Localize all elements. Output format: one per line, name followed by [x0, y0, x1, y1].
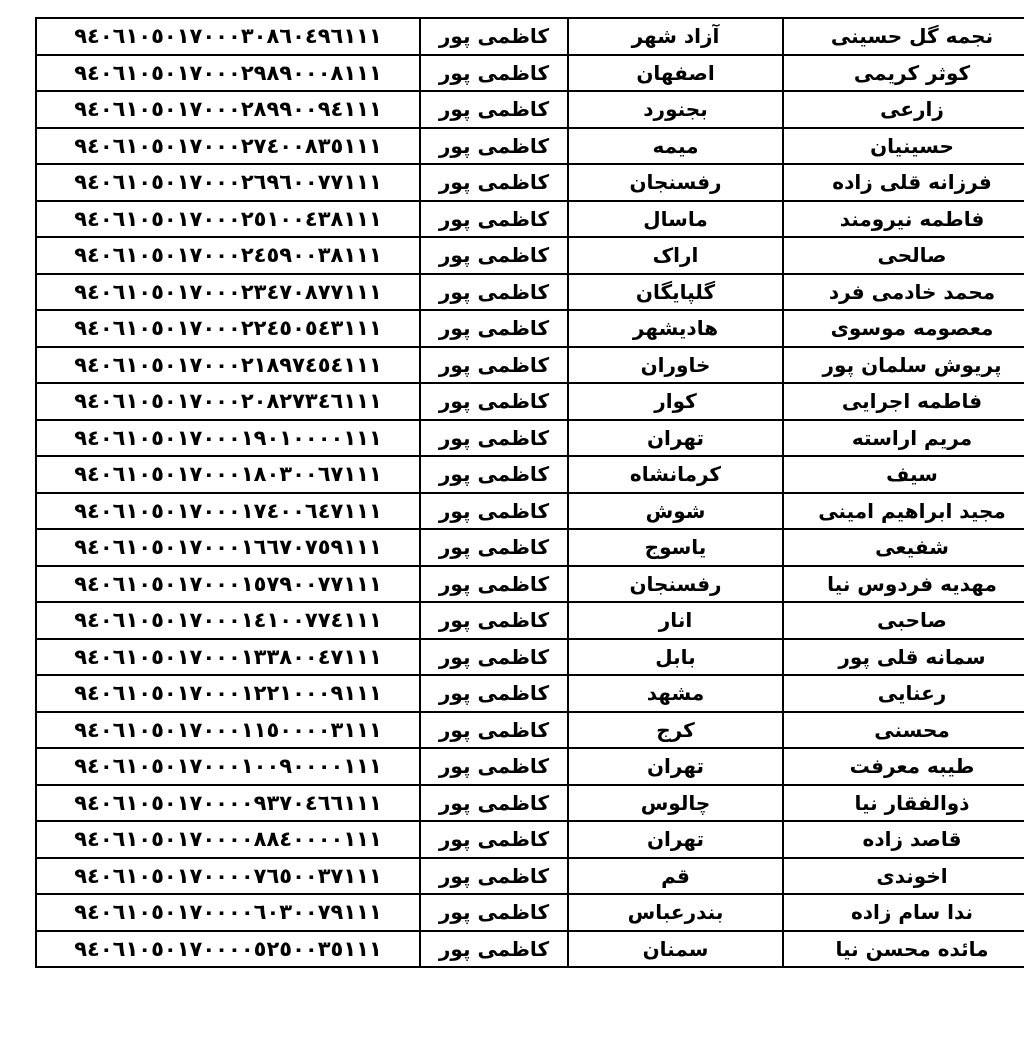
- person-name-cell: رعنایی: [783, 675, 1024, 712]
- family-cell: کاظمی پور: [420, 894, 568, 931]
- person-name-cell: زارعی: [783, 91, 1024, 128]
- family-cell: کاظمی پور: [420, 91, 568, 128]
- person-name-cell: شفیعی: [783, 529, 1024, 566]
- tracking-code-cell: ۹٤۰٦۱۰٥۰۱۷۰۰۰۲٤٥۹۰۰۳۸۱۱۱: [36, 237, 420, 274]
- table-row: [36, 420, 1024, 457]
- person-name-cell: ذوالفقار نیا: [783, 785, 1024, 822]
- city-cell: چالوس: [568, 785, 783, 822]
- family-cell: کاظمی پور: [420, 675, 568, 712]
- city-cell: سمنان: [568, 931, 783, 968]
- person-name-cell: پریوش سلمان پور: [783, 347, 1024, 384]
- person-name-cell: صاحبی: [783, 602, 1024, 639]
- tracking-code-cell: ۹٤۰٦۱۰٥۰۱۷۰۰۰۱۱٥۰۰۰۰۳۱۱۱: [36, 712, 420, 749]
- table-row: [36, 748, 1024, 785]
- tracking-code-cell: ۹٤۰٦۱۰٥۰۱۷۰۰۰۱۸۰۳۰۰٦۷۱۱۱: [36, 456, 420, 493]
- family-cell: کاظمی پور: [420, 602, 568, 639]
- person-name-cell: نجمه گل حسینی: [783, 18, 1024, 55]
- table-row: [36, 383, 1024, 420]
- tracking-code-cell: ۹٤۰٦۱۰٥۰۱۷۰۰۰۳۰۸٦۰٤۹٦۱۱۱: [36, 18, 420, 55]
- person-name-cell: حسینیان: [783, 128, 1024, 165]
- person-name-cell: فاطمه اجرایی: [783, 383, 1024, 420]
- family-cell: کاظمی پور: [420, 456, 568, 493]
- city-cell: گلپایگان: [568, 274, 783, 311]
- tracking-code-cell: ۹٤۰٦۱۰٥۰۱۷۰۰۰۲۷٤۰۰۸۳٥۱۱۱: [36, 128, 420, 165]
- tracking-code-cell: ۹٤۰٦۱۰٥۰۱۷۰۰۰۲۸۹۹۰۰۹٤۱۱۱: [36, 91, 420, 128]
- city-cell: آزاد شهر: [568, 18, 783, 55]
- city-cell: کوار: [568, 383, 783, 420]
- tracking-code-cell: ۹٤۰٦۱۰٥۰۱۷۰۰۰۲۹۸۹۰۰۰۸۱۱۱: [36, 55, 420, 92]
- person-name-cell: قاصد زاده: [783, 821, 1024, 858]
- family-cell: کاظمی پور: [420, 18, 568, 55]
- table-row: [36, 55, 1024, 92]
- family-cell: کاظمی پور: [420, 347, 568, 384]
- city-cell: تهران: [568, 821, 783, 858]
- tracking-code-cell: ۹٤۰٦۱۰٥۰۱۷۰۰۰۰۸۸٤۰۰۰۰۱۱۱: [36, 821, 420, 858]
- tracking-code-cell: ۹٤۰٦۱۰٥۰۱۷۰۰۰۰٦۰۳۰۰۷۹۱۱۱: [36, 894, 420, 931]
- tracking-code-cell: ۹٤۰٦۱۰٥۰۱۷۰۰۰۲٥۱۰۰٤۳۸۱۱۱: [36, 201, 420, 238]
- person-name-cell: سیف: [783, 456, 1024, 493]
- family-cell: کاظمی پور: [420, 201, 568, 238]
- family-cell: کاظمی پور: [420, 274, 568, 311]
- person-name-cell: محمد خادمی فرد: [783, 274, 1024, 311]
- tracking-code-cell: ۹٤۰٦۱۰٥۰۱۷۰۰۰۰۹۳۷۰٤٦٦۱۱۱: [36, 785, 420, 822]
- person-name-cell: مائده محسن نیا: [783, 931, 1024, 968]
- table-row: [36, 858, 1024, 895]
- table-row: [36, 237, 1024, 274]
- tracking-code-cell: ۹٤۰٦۱۰٥۰۱۷۰۰۰۱۰۰۹۰۰۰۰۱۱۱: [36, 748, 420, 785]
- family-cell: کاظمی پور: [420, 748, 568, 785]
- city-cell: شوش: [568, 493, 783, 530]
- city-cell: خاوران: [568, 347, 783, 384]
- city-cell: هادیشهر: [568, 310, 783, 347]
- city-cell: مشهد: [568, 675, 783, 712]
- tracking-code-cell: ۹٤۰٦۱۰٥۰۱۷۰۰۰۱۹۰۱۰۰۰۰۱۱۱: [36, 420, 420, 457]
- table-row: [36, 785, 1024, 822]
- city-cell: بندرعباس: [568, 894, 783, 931]
- tracking-code-cell: ۹٤۰٦۱۰٥۰۱۷۰۰۰۲۲٤٥۰٥٤۳۱۱۱: [36, 310, 420, 347]
- table-row: [36, 91, 1024, 128]
- city-cell: بجنورد: [568, 91, 783, 128]
- city-cell: میمه: [568, 128, 783, 165]
- family-cell: کاظمی پور: [420, 55, 568, 92]
- family-cell: کاظمی پور: [420, 712, 568, 749]
- person-name-cell: فاطمه نیرومند: [783, 201, 1024, 238]
- table-row: [36, 675, 1024, 712]
- table-row: [36, 821, 1024, 858]
- family-cell: کاظمی پور: [420, 237, 568, 274]
- city-cell: قم: [568, 858, 783, 895]
- person-name-cell: ندا سام زاده: [783, 894, 1024, 931]
- city-cell: اراک: [568, 237, 783, 274]
- table-body: [36, 18, 1024, 967]
- person-name-cell: سمانه قلی پور: [783, 639, 1024, 676]
- family-cell: کاظمی پور: [420, 639, 568, 676]
- city-cell: تهران: [568, 748, 783, 785]
- tracking-code-cell: ۹٤۰٦۱۰٥۰۱۷۰۰۰۲۱۸۹۷٤٥٤۱۱۱: [36, 347, 420, 384]
- table-row: [36, 602, 1024, 639]
- family-cell: کاظمی پور: [420, 383, 568, 420]
- city-cell: رفسنجان: [568, 164, 783, 201]
- family-cell: کاظمی پور: [420, 128, 568, 165]
- tracking-code-cell: ۹٤۰٦۱۰٥۰۱۷۰۰۰۱٦٦۷۰۷٥۹۱۱۱: [36, 529, 420, 566]
- family-cell: کاظمی پور: [420, 785, 568, 822]
- table-row: [36, 894, 1024, 931]
- family-cell: کاظمی پور: [420, 566, 568, 603]
- city-cell: کرمانشاه: [568, 456, 783, 493]
- city-cell: بابل: [568, 639, 783, 676]
- tracking-code-cell: ۹٤۰٦۱۰٥۰۱۷۰۰۰۲٦۹٦۰۰۷۷۱۱۱: [36, 164, 420, 201]
- family-cell: کاظمی پور: [420, 858, 568, 895]
- table-row: [36, 347, 1024, 384]
- family-cell: کاظمی پور: [420, 164, 568, 201]
- table-row: [36, 128, 1024, 165]
- city-cell: تهران: [568, 420, 783, 457]
- city-cell: اصفهان: [568, 55, 783, 92]
- city-cell: ماسال: [568, 201, 783, 238]
- person-name-cell: فرزانه قلی زاده: [783, 164, 1024, 201]
- table-row: [36, 18, 1024, 55]
- family-cell: کاظمی پور: [420, 493, 568, 530]
- family-cell: کاظمی پور: [420, 931, 568, 968]
- person-name-cell: مهدیه فردوس نیا: [783, 566, 1024, 603]
- family-cell: کاظمی پور: [420, 529, 568, 566]
- tracking-code-cell: ۹٤۰٦۱۰٥۰۱۷۰۰۰۱۷٤۰۰٦٤۷۱۱۱: [36, 493, 420, 530]
- table-row: [36, 493, 1024, 530]
- tracking-code-cell: ۹٤۰٦۱۰٥۰۱۷۰۰۰۱٥۷۹۰۰۷۷۱۱۱: [36, 566, 420, 603]
- person-name-cell: طیبه معرفت: [783, 748, 1024, 785]
- person-name-cell: معصومه موسوی: [783, 310, 1024, 347]
- family-cell: کاظمی پور: [420, 310, 568, 347]
- table-row: [36, 274, 1024, 311]
- family-cell: کاظمی پور: [420, 420, 568, 457]
- tracking-code-cell: ۹٤۰٦۱۰٥۰۱۷۰۰۰۱۳۳۸۰۰٤۷۱۱۱: [36, 639, 420, 676]
- person-name-cell: محسنی: [783, 712, 1024, 749]
- table-row: [36, 310, 1024, 347]
- tracking-code-cell: ۹٤۰٦۱۰٥۰۱۷۰۰۰۰٥۲٥۰۰۳٥۱۱۱: [36, 931, 420, 968]
- city-cell: کرج: [568, 712, 783, 749]
- tracking-code-cell: ۹٤۰٦۱۰٥۰۱۷۰۰۰۰۷٦٥۰۰۳۷۱۱۱: [36, 858, 420, 895]
- person-name-cell: صالحی: [783, 237, 1024, 274]
- tracking-code-cell: ۹٤۰٦۱۰٥۰۱۷۰۰۰۱٤۱۰۰۷۷٤۱۱۱: [36, 602, 420, 639]
- person-name-cell: کوثر کریمی: [783, 55, 1024, 92]
- table-row: [36, 456, 1024, 493]
- table-row: [36, 931, 1024, 968]
- records-table: [35, 17, 1024, 968]
- city-cell: انار: [568, 602, 783, 639]
- city-cell: یاسوج: [568, 529, 783, 566]
- table-row: [36, 201, 1024, 238]
- table-row: [36, 164, 1024, 201]
- table-row: [36, 639, 1024, 676]
- table-row: [36, 712, 1024, 749]
- city-cell: رفسنجان: [568, 566, 783, 603]
- tracking-code-cell: ۹٤۰٦۱۰٥۰۱۷۰۰۰۲۰۸۲۷۳٤٦۱۱۱: [36, 383, 420, 420]
- table-row: [36, 566, 1024, 603]
- family-cell: کاظمی پور: [420, 821, 568, 858]
- person-name-cell: مجید ابراهیم امینی: [783, 493, 1024, 530]
- person-name-cell: مریم اراسته: [783, 420, 1024, 457]
- person-name-cell: اخوندی: [783, 858, 1024, 895]
- table-row: [36, 529, 1024, 566]
- tracking-code-cell: ۹٤۰٦۱۰٥۰۱۷۰۰۰۲۳٤۷۰۸۷۷۱۱۱: [36, 274, 420, 311]
- tracking-code-cell: ۹٤۰٦۱۰٥۰۱۷۰۰۰۱۲۲۱۰۰۰۹۱۱۱: [36, 675, 420, 712]
